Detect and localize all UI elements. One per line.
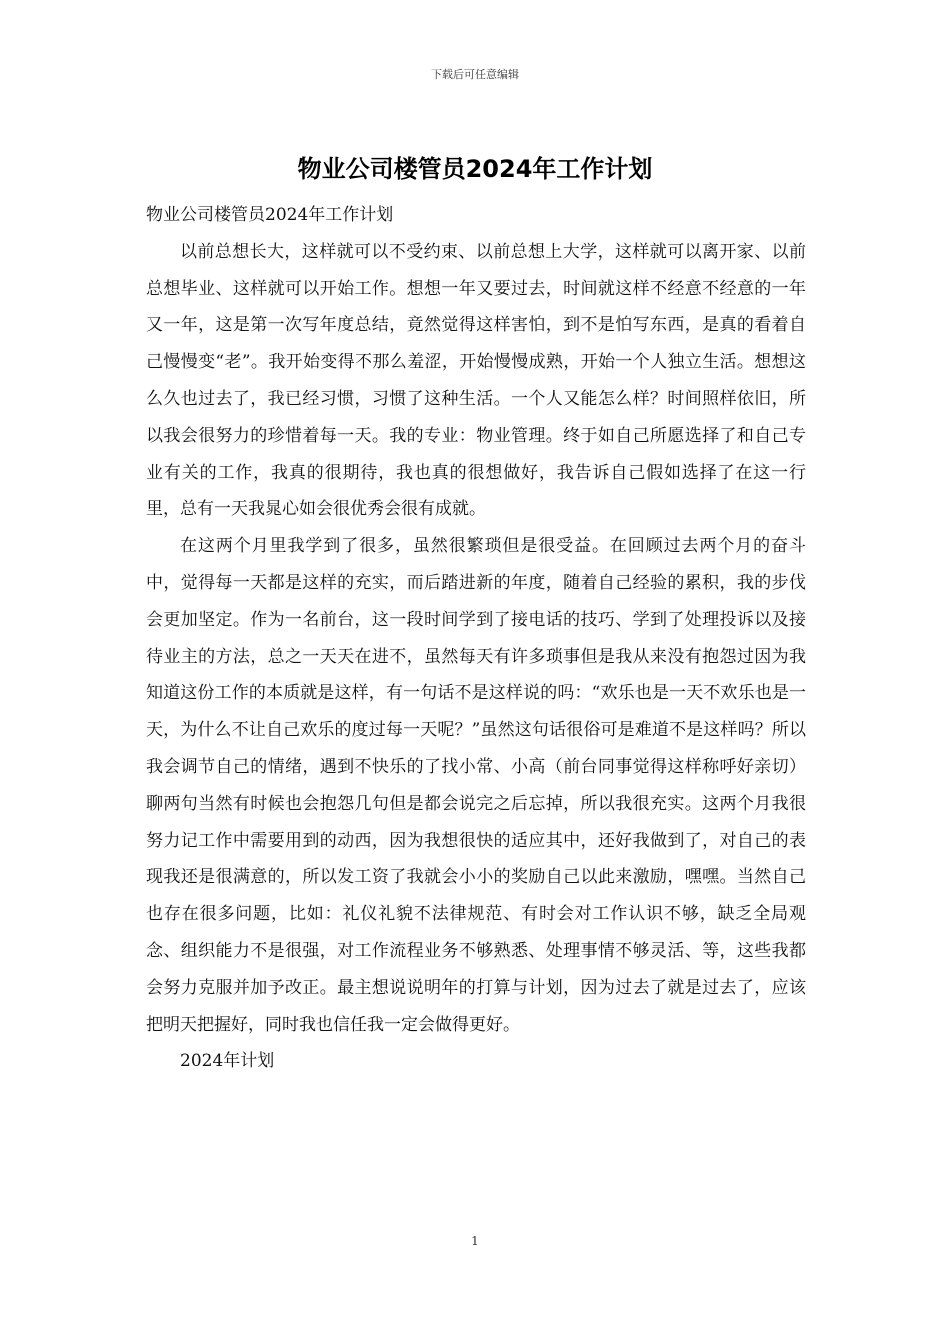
document-body [146, 197, 806, 1080]
document-subtitle: 物业公司楼管员2024年工作计划 [146, 205, 394, 225]
document-title: 物业公司楼管员2024年工作计划 [297, 155, 653, 183]
body-paragraph-1: 以前总想长大，这样就可以不受约束、以前总想上大学，这样就可以离开家、以前总想毕业、这样就可以开始工作。想想一年又要过去，时间就这样不经意不经意的一年又一年，这是第一次写年度总结，竟然觉得这样害怕，到不是怕写东西，是真的看着自己慢慢变“老”。我开始变得不那么羞涩，开始慢慢成熟，开始一个人独立生活。想想这么久也过去了，我已经习惯，习惯了这种生活。一个人又能怎么样？时间照样依旧，所以我会很努力的珍惜着每一天。我的专业：物业管理。终于如自己所愿选择了和自己专业有关的工作，我真的很期待，我也真的很想做好，我告诉自己假如选择了在这一行里，总有一天我晁心如会很优秀会很有成就。 [146, 241, 806, 520]
section-heading-2024-plan: 2024年计划 [180, 1051, 275, 1072]
header-note: 下载后可任意编辑 [431, 68, 519, 81]
body-paragraph-2: 在这两个月里我学到了很多，虽然很繁琐但是很受益。在回顾过去两个月的奋斗中，觉得每一天都是这样的充实，而后踏进新的年度，随着自己经验的累积，我的步伐会更加坚定。作为一名前台，这一段时间学到了接电话的技巧、学到了处理投诉以及接待业主的方法，总之一天天在进不，虽然每天有许多琐事但是我从来没有抱怨过因为我知道这份工作的本质就是这样，有一句话不是这样说的吗：“欢乐也是一天不欢乐也是一天，为什么不让自己欢乐的度过每一天呢？”虽然这句话很俗可是难道不是这样吗？所以我会调节自己的情绪，遇到不快乐的了找小常、小高（前台同事觉得这样称呼好亲切）聊两句当然有时候也会抱怨几句但是都会说完之后忘掉，所以我很充实。这两个月我很努力记工作中需要用到的动西，因为我想很快的适应其中，还好我做到了，对自己的表现我还是很满意的，所以发工资了我就会小小的奖励自己以此来激励，嘿嘿。当然自己也存在很多问题，比如：礼仪礼貌不法律规范、有时会对工作认识不够，缺乏全局观念、组织能力不是很强，对工作流程业务不够熟悉、处理事情不够灵活、等，这些我都会努力克服并加予改正。最主想说说明年的打算与计划，因为过去了就是过去了，应该把明天把握好，同时我也信任我一定会做得更好。 [146, 536, 806, 1035]
page-number: 1 [471, 1234, 479, 1248]
